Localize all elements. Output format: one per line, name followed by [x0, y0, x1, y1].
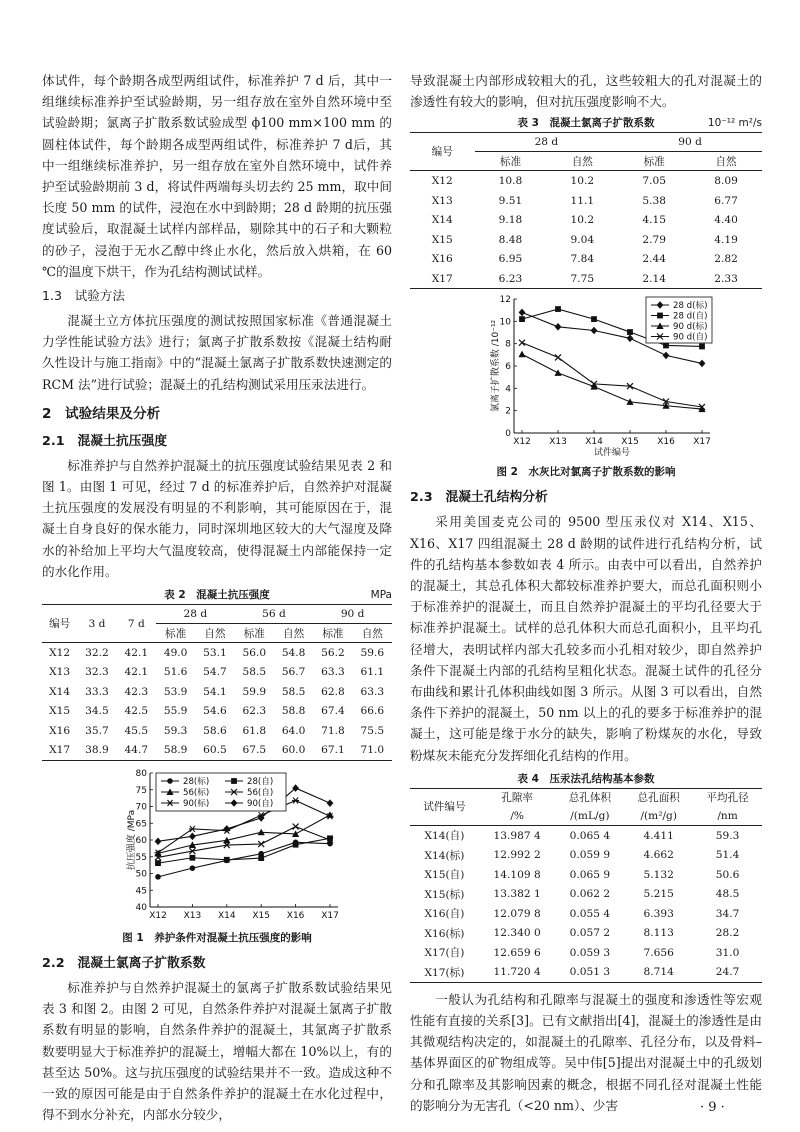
- table3-header-id: 编号: [410, 133, 475, 171]
- table-cell: 8.09: [714, 175, 738, 188]
- table-cell: 54.1: [203, 685, 227, 698]
- table4: [410, 788, 762, 983]
- data-point: [591, 317, 597, 323]
- table3-unit: 10⁻¹² m²/s: [707, 117, 762, 130]
- section-2-heading: 2 试验结果及分析: [42, 405, 161, 422]
- data-point: [189, 833, 196, 841]
- table-cell: X17: [49, 744, 71, 757]
- table-cell: 59.6: [360, 646, 385, 659]
- legend-marker: [657, 313, 663, 319]
- table-cell: 12.079 8: [493, 907, 541, 920]
- table-cell: 54.8: [281, 646, 306, 659]
- table3-header-28d: 28 d: [475, 133, 619, 152]
- data-point: [327, 799, 334, 807]
- figure2: [410, 293, 762, 463]
- table-cell: 38.9: [85, 744, 109, 757]
- table-cell: 60.5: [203, 744, 227, 757]
- table-cell: 35.7: [85, 724, 109, 737]
- data-point: [519, 317, 525, 323]
- table-cell: 58.8: [281, 705, 306, 718]
- data-point: [223, 825, 230, 833]
- series-line: [158, 827, 330, 858]
- table-row: [42, 721, 392, 741]
- data-point: [155, 874, 161, 880]
- table-cell: 33.3: [85, 685, 109, 698]
- y-tick-label: 60: [135, 836, 147, 847]
- paragraph-permeability: 一般认为孔结构和孔隙率与混凝土的强度和渗透性等宏观性能有直接的关系[3]。已有文献指出[4]，混凝土的渗透性是由其微观结构决定的，如混凝土的孔隙率、孔径分布，以及骨料–基体界面区的矿物组成等。吴中伟[5]提出对混凝土中的孔级划分和孔隙率及其影响因素的概念，根据不同孔径对混凝土性能的影响分为无害孔（<20 nm）、少害: [410, 991, 762, 1113]
- table-cell: 49.0: [163, 646, 188, 659]
- table2-caption-text: 表 2 混凝土抗压强度: [164, 589, 270, 602]
- table-cell: X14: [431, 214, 453, 227]
- data-point: [627, 330, 633, 336]
- table-cell: X12: [431, 175, 453, 188]
- section-2-1-heading: 2.1 混凝土抗压强度: [42, 433, 168, 449]
- data-point: [699, 360, 706, 368]
- data-point: [224, 857, 230, 863]
- table-cell: 2.79: [642, 233, 666, 246]
- table-cell: 0.055 4: [569, 907, 611, 920]
- table-cell: 4.15: [642, 214, 666, 227]
- table4-unit-volume: /(mL/g): [555, 807, 624, 826]
- table-cell: 61.8: [242, 724, 267, 737]
- table2-header-nat: 自然: [195, 624, 234, 643]
- table-cell: 5.38: [642, 194, 666, 207]
- table-row: [42, 643, 392, 663]
- table-cell: 12.992 2: [493, 849, 541, 862]
- table2-header-28d: 28 d: [156, 605, 235, 624]
- table-row: [410, 943, 762, 963]
- paragraph-compressive-strength: 标准养护与自然养护混凝土的抗压强度试验结果见表 2 和图 1。由图 1 可见，经过 7 d 的标准养护后，自然养护对混凝土抗压强度的发展没有明显的不利影响，其可能原因在于，混凝土自身良好的保水能力，同时深圳地区较大的大气湿度及降水的补给加上平均大气温度较高，使得混凝土内部能保持一定的水化作用。: [42, 457, 392, 579]
- table-cell: 28.2: [715, 927, 740, 940]
- table-cell: 55.9: [163, 705, 188, 718]
- legend-marker: [167, 778, 173, 784]
- table-cell: X17: [431, 272, 453, 285]
- y-tick-label: 50: [135, 869, 147, 880]
- table-cell: 6.393: [643, 907, 674, 920]
- table-cell: 53.1: [203, 646, 227, 659]
- y-tick-label: 0: [505, 429, 511, 440]
- data-point: [155, 838, 162, 846]
- legend-label: 56(自): [247, 788, 274, 799]
- table-cell: 0.051 3: [569, 966, 611, 979]
- table-cell: 8.48: [498, 233, 523, 246]
- table-cell: 6.77: [714, 194, 738, 207]
- data-point: [155, 860, 161, 866]
- table-row: [42, 663, 392, 683]
- table-cell: 51.4: [715, 849, 740, 862]
- table3: [410, 132, 762, 289]
- table-cell: 0.057 2: [569, 927, 611, 940]
- table-cell: 6.95: [498, 253, 523, 266]
- legend-marker: [231, 778, 237, 784]
- table-cell: X15: [49, 705, 71, 718]
- table-cell: 5.215: [643, 888, 674, 901]
- table-row: [410, 249, 762, 269]
- y-tick-label: 2: [505, 407, 511, 418]
- table-row: [410, 230, 762, 250]
- table2-header-nat: 自然: [353, 624, 392, 643]
- table2-header-7d: 7 d: [117, 605, 156, 643]
- x-axis-label: 试件编号: [593, 448, 631, 459]
- table4-header-volume: 总孔体积: [568, 792, 612, 805]
- table-cell: X16: [49, 724, 71, 737]
- table-cell: 60.0: [281, 744, 306, 757]
- table-cell: 5.132: [643, 868, 674, 881]
- table-cell: X13: [431, 194, 453, 207]
- table-row: [42, 682, 392, 702]
- y-tick-label: 55: [135, 852, 147, 863]
- table-cell: 31.0: [715, 946, 740, 959]
- paragraph-specimens: 体试件，每个龄期各成型两组试件，标准养护 7 d 后，其中一组继续标准养护至试验龄期，另一组存放在室外自然环境中至试验龄期；氯离子扩散系数试验成型 ϕ100 mm×100 mm 的圆柱体试件，每个龄期各成型两组试件，标准养护 7 d后，其中一组继续标准养护，另一组存放在室外自然环境中，试件养护至试验龄期前 3 d，将试件两端每头切去约 25 mm，取中间长度 50 mm 的试件，浸泡在水中到龄期；28 d 龄期的抗压强度试验后，取混凝土试样内部样品，剔除其中的石子和大颗粒的砂子，浸泡于无水乙醇中终止水化，然后放入烘箱，在 60 ℃的温度下烘干，作为孔结构测试试样。: [42, 73, 392, 279]
- table-cell: 44.7: [124, 744, 149, 757]
- table-cell: 10.2: [570, 214, 595, 227]
- table2-unit: MPa: [370, 589, 392, 602]
- y-axis-label: 氯离子扩散系数 /10⁻¹²: [491, 320, 501, 413]
- table2-header-std: 标准: [235, 624, 274, 643]
- table-cell: 32.2: [85, 646, 109, 659]
- table-row: [410, 845, 762, 865]
- x-tick-label: X17: [693, 437, 711, 448]
- x-tick-label: X14: [585, 437, 603, 448]
- table-cell: 11.720 4: [493, 966, 541, 979]
- table4-header-id: 试件编号: [410, 788, 479, 825]
- y-axis-label: 抗压强度 /MPa: [127, 809, 137, 871]
- table-cell: 12.340 0: [493, 927, 541, 940]
- x-tick-label: X17: [321, 911, 339, 922]
- table3-header-std: 标准: [618, 152, 690, 171]
- section-2-3-heading: 2.3 混凝土孔结构分析: [410, 490, 548, 506]
- table-cell: 63.3: [321, 666, 345, 679]
- table-cell: 58.5: [242, 666, 267, 679]
- y-tick-label: 40: [135, 903, 147, 914]
- table4-unit-diameter: /nm: [693, 807, 762, 826]
- table-cell: 67.5: [242, 744, 267, 757]
- page-number: · 9 ·: [700, 1100, 725, 1115]
- table-cell: 7.75: [570, 272, 595, 285]
- y-tick-label: 80: [135, 769, 147, 780]
- table-cell: 14.109 8: [493, 868, 541, 881]
- table-cell: 7.656: [643, 946, 674, 959]
- legend-label: 28(自): [247, 777, 274, 788]
- table2-header-56d: 56 d: [235, 605, 314, 624]
- series-line: [158, 815, 330, 854]
- x-tick-label: X12: [149, 911, 167, 922]
- data-point: [554, 370, 561, 377]
- data-point: [293, 842, 299, 848]
- table2-header-90d: 90 d: [313, 605, 392, 624]
- table-cell: 53.9: [163, 685, 188, 698]
- table-cell: 0.065 9: [569, 868, 611, 881]
- table2-header-std: 标准: [156, 624, 195, 643]
- table-row: [410, 171, 762, 191]
- x-tick-label: X14: [217, 911, 236, 922]
- table-cell: 13.382 1: [493, 888, 541, 901]
- table4-unit-area: /(m²/g): [624, 807, 693, 826]
- table-cell: 9.18: [498, 214, 523, 227]
- data-point: [555, 323, 562, 331]
- table-cell: X15: [431, 233, 453, 246]
- y-tick-label: 4: [505, 384, 511, 395]
- table-cell: 24.7: [715, 966, 740, 979]
- table-cell: 61.1: [360, 666, 385, 679]
- table4-header-porosity: 孔隙率: [501, 792, 534, 805]
- data-point: [627, 335, 634, 343]
- y-tick-label: 75: [135, 785, 147, 796]
- table-cell: 7.05: [642, 175, 666, 188]
- legend-label: 90 d(标): [673, 322, 708, 333]
- table-row: [410, 269, 762, 289]
- table-cell: 42.1: [124, 666, 149, 679]
- data-point: [699, 344, 705, 350]
- table-cell: 9.04: [570, 233, 595, 246]
- table3-caption: [410, 114, 762, 132]
- table-cell: X17(标): [424, 966, 465, 979]
- table-cell: 4.19: [714, 233, 738, 246]
- table4-caption: 表 4 压汞法孔结构基本参数: [517, 772, 655, 785]
- table2-header-nat: 自然: [274, 624, 313, 643]
- table-cell: X15(标): [424, 888, 465, 901]
- table-cell: 10.8: [498, 175, 523, 188]
- table-cell: 4.411: [643, 829, 674, 842]
- paragraph-continuation: 导致混凝土内部形成较粗大的孔，这些较粗大的孔对混凝土的渗透性有较大的影响，但对抗压强度影响不大。: [410, 73, 762, 110]
- section-1-3-heading: 1.3 试验方法: [42, 288, 125, 304]
- table-cell: 58.5: [281, 685, 306, 698]
- figure2-chart: [410, 293, 762, 459]
- table-cell: X14: [49, 685, 71, 698]
- y-tick-label: 65: [135, 819, 147, 830]
- table-cell: 6.23: [498, 272, 523, 285]
- table-cell: 7.84: [570, 253, 595, 266]
- table-cell: 67.1: [321, 744, 345, 757]
- table-cell: 54.7: [203, 666, 227, 679]
- table-cell: 4.662: [643, 849, 674, 862]
- table-cell: 62.8: [321, 685, 345, 698]
- table-cell: 42.5: [124, 705, 149, 718]
- table-row: [42, 741, 392, 761]
- table-cell: 42.1: [124, 646, 149, 659]
- table2-header-3d: 3 d: [77, 605, 116, 643]
- figure1: [42, 767, 392, 929]
- paragraph-pore-structure: 采用美国麦克公司的 9500 型压汞仪对 X14、X15、X16、X17 四组混凝土 28 d 龄期的试件进行孔结构分析，试件的孔结构基本参数如表 4 所示。由表中可以看出，自然养护的混凝土，其总孔体积大都较标准养护要大，而总孔面积则小于标准养护的混凝土，而且自然养护混凝土的平均孔径要大于标准养护混凝土。试样的总孔体积大而总孔面积小，且平均孔径增大，表明试样内部大孔较多而小孔相对较少，即自然养护条件下混凝土内部的孔结构呈粗化状态。混凝土试件的孔径分布曲线和累计孔体积曲线如图 3 所示。从图 3 可以看出，自然条件下养护的混凝土，50 nm 以上的孔的要多于标准养护的混凝土，这可能是缘于水分的缺失，影响了粉煤灰的水化，导致粉煤灰未能充分发挥细化孔结构的作用。: [410, 514, 762, 763]
- legend-label: 28 d(自): [673, 311, 708, 322]
- table-cell: 9.51: [498, 194, 523, 207]
- table-cell: 2.82: [714, 253, 738, 266]
- data-point: [663, 343, 669, 349]
- table-cell: X16: [431, 253, 453, 266]
- table-cell: X17(自): [424, 947, 465, 960]
- table3-header-std: 标准: [475, 152, 547, 171]
- series-line: [522, 343, 702, 407]
- table-cell: 2.33: [714, 272, 738, 285]
- table-cell: X16(标): [424, 927, 465, 940]
- data-point: [258, 855, 264, 861]
- table-row: [410, 923, 762, 943]
- table-row: [410, 825, 762, 845]
- table-cell: 75.5: [360, 724, 385, 737]
- table-cell: 10.2: [570, 175, 595, 188]
- figure2-caption: 图 2 水灰比对氯离子扩散系数的影响: [496, 466, 676, 479]
- y-tick-label: 12: [499, 295, 511, 306]
- table-cell: 2.44: [642, 253, 666, 266]
- table-cell: 66.6: [360, 705, 385, 718]
- table-cell: 71.8: [321, 724, 345, 737]
- table-cell: 4.40: [714, 214, 738, 227]
- x-tick-label: X12: [513, 437, 531, 448]
- figure1-chart: [42, 767, 392, 925]
- table-row: [410, 865, 762, 885]
- paragraph-chloride-diffusion: 标准养护与自然养护混凝土的氯离子扩散系数试验结果见表 3 和图 2。由图 2 可见，自然条件养护对混凝土氯离子扩散系数有明显的影响，自然条件养护的混凝土，其氯离子扩散系数要明显大于标准养护的混凝土，增幅大都在 10%以上，有的甚至达 50%。这与抗压强度的试验结果并不一致。造成这种不一致的原因可能是由于自然条件养护的混凝土在水化过程中，得不到水分补充，内部水分较少，: [42, 980, 392, 1123]
- table-cell: 32.3: [85, 666, 109, 679]
- series-line: [158, 838, 330, 863]
- table-row: [410, 191, 762, 211]
- table-cell: 56.7: [281, 666, 306, 679]
- paragraph-test-method: 混凝土立方体抗压强度的测试按照国家标准《普通混凝土力学性能试验方法》进行；氯离子扩散系数按《混凝土结构耐久性设计与施工指南》中的“混凝土氯离子扩散系数快速测定的 RCM 法”进行试验；混凝土的孔结构测试采用压汞法进行。: [42, 313, 392, 392]
- legend-label: 90(标): [183, 799, 210, 810]
- table-row: [42, 702, 392, 722]
- x-tick-label: X13: [183, 911, 202, 922]
- table3-header-90d: 90 d: [618, 133, 762, 152]
- table-cell: 13.987 4: [493, 829, 541, 842]
- table-cell: 12.659 6: [493, 946, 541, 959]
- table-cell: 45.5: [124, 724, 149, 737]
- data-point: [519, 309, 526, 317]
- right-column: [410, 70, 762, 1116]
- data-point: [555, 307, 561, 313]
- x-tick-label: X15: [621, 437, 639, 448]
- table-cell: 50.6: [715, 868, 740, 881]
- table3-header-nat: 自然: [546, 152, 618, 171]
- table-row: [410, 962, 762, 982]
- table-cell: 54.6: [203, 705, 227, 718]
- x-tick-label: X15: [252, 911, 271, 922]
- table3-header-nat: 自然: [690, 152, 762, 171]
- table-cell: 56.2: [321, 646, 345, 659]
- table-cell: 63.3: [360, 685, 385, 698]
- table-cell: 59.9: [242, 685, 267, 698]
- data-point: [518, 351, 525, 358]
- table4-unit-porosity: /%: [479, 807, 556, 826]
- table-cell: 51.6: [163, 666, 188, 679]
- table-cell: X13: [49, 666, 71, 679]
- legend-label: 90(自): [247, 799, 274, 810]
- data-point: [626, 399, 633, 406]
- table-cell: 62.3: [242, 705, 267, 718]
- table-cell: 67.4: [321, 705, 345, 718]
- x-tick-label: X16: [657, 437, 675, 448]
- data-point: [190, 855, 196, 861]
- legend-label: 56(标): [183, 788, 210, 799]
- data-point: [190, 865, 196, 871]
- table-cell: X14(自): [424, 830, 465, 843]
- table2-header-std: 标准: [313, 624, 352, 643]
- y-tick-label: 10: [499, 317, 511, 328]
- section-2-2-heading: 2.2 混凝土氯离子扩散系数: [42, 956, 206, 972]
- table-row: [410, 884, 762, 904]
- table-cell: 58.6: [203, 724, 227, 737]
- y-tick-label: 45: [135, 886, 147, 897]
- table2-header-id: 编号: [42, 605, 77, 643]
- left-column: [42, 70, 392, 1125]
- data-point: [663, 352, 670, 360]
- table4-header-area: 总孔面积: [637, 792, 680, 805]
- table-cell: 11.1: [570, 194, 595, 207]
- table-cell: 0.059 3: [569, 946, 611, 959]
- table4-header-diameter: 平均孔径: [706, 792, 749, 805]
- table-cell: X14(标): [424, 849, 465, 862]
- table-cell: 34.7: [715, 907, 740, 920]
- table-row: [410, 210, 762, 230]
- legend-label: 28 d(标): [673, 301, 708, 312]
- table-cell: 71.0: [360, 744, 385, 757]
- table2-caption: [42, 586, 392, 604]
- figure1-caption: 图 1 养护条件对混凝土抗压强度的影响: [122, 932, 312, 945]
- table-cell: 56.0: [242, 646, 267, 659]
- x-tick-label: X13: [549, 437, 567, 448]
- table-cell: 2.14: [642, 272, 666, 285]
- y-tick-label: 6: [505, 362, 511, 373]
- table-cell: 0.059 9: [569, 849, 611, 862]
- table2: [42, 604, 392, 761]
- table-cell: 34.5: [85, 705, 109, 718]
- table-row: [410, 904, 762, 924]
- data-point: [591, 327, 598, 335]
- table-cell: X12: [49, 646, 71, 659]
- series-line: [522, 355, 702, 410]
- table-cell: 59.3: [163, 724, 188, 737]
- table-cell: X15(自): [424, 869, 465, 882]
- table-cell: 58.9: [163, 744, 188, 757]
- y-tick-label: 8: [505, 340, 511, 351]
- table-cell: 8.714: [643, 966, 674, 979]
- legend-label: 90 d(自): [673, 332, 708, 343]
- table-cell: 0.062 2: [569, 888, 611, 901]
- y-tick-label: 70: [135, 802, 147, 813]
- table-cell: 48.5: [715, 888, 740, 901]
- table-cell: 59.3: [715, 829, 740, 842]
- table-cell: 64.0: [281, 724, 306, 737]
- table3-caption-text: 表 3 混凝土氯离子扩散系数: [517, 117, 655, 130]
- table-cell: 0.065 4: [569, 829, 611, 842]
- legend-label: 28(标): [183, 777, 210, 788]
- table-cell: 8.113: [643, 927, 674, 940]
- x-tick-label: X16: [286, 911, 305, 922]
- table-cell: X16(自): [424, 908, 465, 921]
- table-cell: 42.3: [124, 685, 149, 698]
